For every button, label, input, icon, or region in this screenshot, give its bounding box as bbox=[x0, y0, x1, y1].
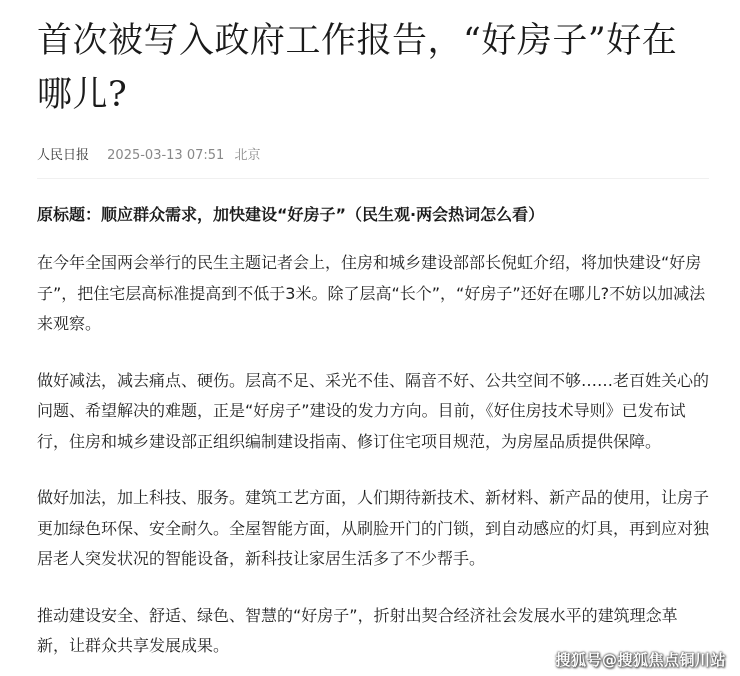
article bbox=[37, 0, 709, 662]
watermark: 搜狐号@搜狐焦点铜川站 bbox=[555, 651, 726, 669]
article-paragraph: 推动建设安全、舒适、绿色、智慧的“好房子”，折射出契合经济社会发展水平的建筑理念革新，让群众共享发展成果。 bbox=[37, 605, 678, 655]
publish-time: 2025-03-13 07:51 bbox=[107, 148, 225, 163]
publish-location: 北京 bbox=[234, 148, 261, 163]
article-meta bbox=[37, 146, 709, 179]
article-paragraph: 在今年全国两会举行的民生主题记者会上，住房和城乡建设部部长倪虹介绍，将加快建设“好房子”，把住宅层高标准提高到不低于3米。除了层高“长个”，“好房子”还好在哪儿?不妨以加减法来观察。 bbox=[37, 253, 706, 333]
article-title: 首次被写入政府工作报告，“好房子”好在哪儿? bbox=[37, 21, 678, 115]
article-paragraph: 做好减法，减去痛点、硬伤。层高不足、采光不佳、隔音不好、公共空间不够……老百姓关心的问题、希望解决的难题，正是“好房子”建设的发力方向。目前，《好住房技术导则》已发布试行，住房和城乡建设部正组织编制建设指南、修订住宅项目规范，为房屋品质提供保障。 bbox=[37, 370, 710, 451]
article-paragraph: 做好加法，加上科技、服务。建筑工艺方面，人们期待新技术、新材料、新产品的使用，让房子更加绿色环保、安全耐久。全屋智能方面，从刷脸开门的门锁，到自动感应的灯具，再到应对独居老人突发状况的智能设备，新科技让家居生活多了不少帮手。 bbox=[37, 488, 710, 568]
original-title: 原标题：顺应群众需求，加快建设“好房子”（民生观·两会热词怎么看） bbox=[37, 205, 545, 224]
article-source[interactable]: 人民日报 bbox=[37, 148, 90, 163]
